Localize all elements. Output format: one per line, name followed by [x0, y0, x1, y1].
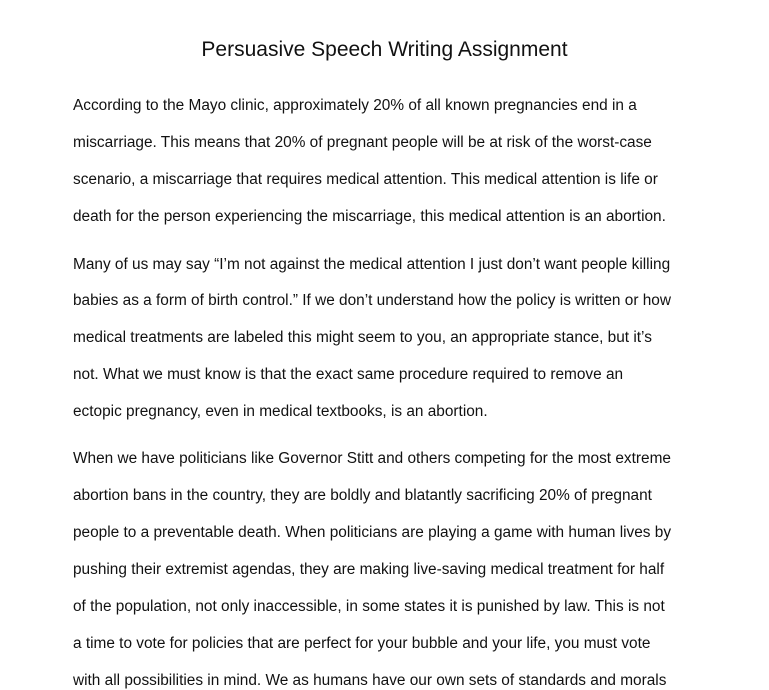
text-line: When we have politicians like Governor Stitt and others competing for the most extreme	[73, 450, 671, 467]
page-title: Persuasive Speech Writing Assignment	[201, 38, 568, 61]
text-line: miscarriage. This means that 20% of pregnant people will be at risk of the worst-case	[73, 134, 652, 151]
text-line: death for the person experiencing the miscarriage, this medical attention is an abortion.	[73, 208, 666, 225]
text-line: abortion bans in the country, they are boldly and blatantly sacrificing 20% of pregnant	[73, 487, 652, 504]
text-line: with all possibilities in mind. We as humans have our own sets of standards and morals	[73, 672, 667, 689]
text-line: scenario, a miscarriage that requires medical attention. This medical attention is life or	[73, 171, 658, 188]
text-line: babies as a form of birth control.” If we don’t understand how the policy is written or how	[73, 292, 671, 309]
text-line: of the population, not only inaccessible, in some states it is punished by law. This is not	[73, 598, 665, 615]
text-line: not. What we must know is that the exact same procedure required to remove an	[73, 366, 624, 383]
text-line: medical treatments are labeled this might seem to you, an appropriate stance, but it’s	[73, 329, 652, 346]
text-line: people to a preventable death. When politicians are playing a game with human lives by	[73, 524, 672, 541]
text-line: According to the Mayo clinic, approximately 20% of all known pregnancies end in a	[73, 97, 637, 114]
text-line: ectopic pregnancy, even in medical textbooks, is an abortion.	[73, 403, 488, 420]
text-line: Many of us may say “I’m not against the medical attention I just don’t want people killing	[73, 256, 671, 273]
text-line: pushing their extremist agendas, they are making live-saving medical treatment for half	[73, 561, 665, 578]
text-line: a time to vote for policies that are perfect for your bubble and your life, you must vote	[73, 635, 651, 652]
